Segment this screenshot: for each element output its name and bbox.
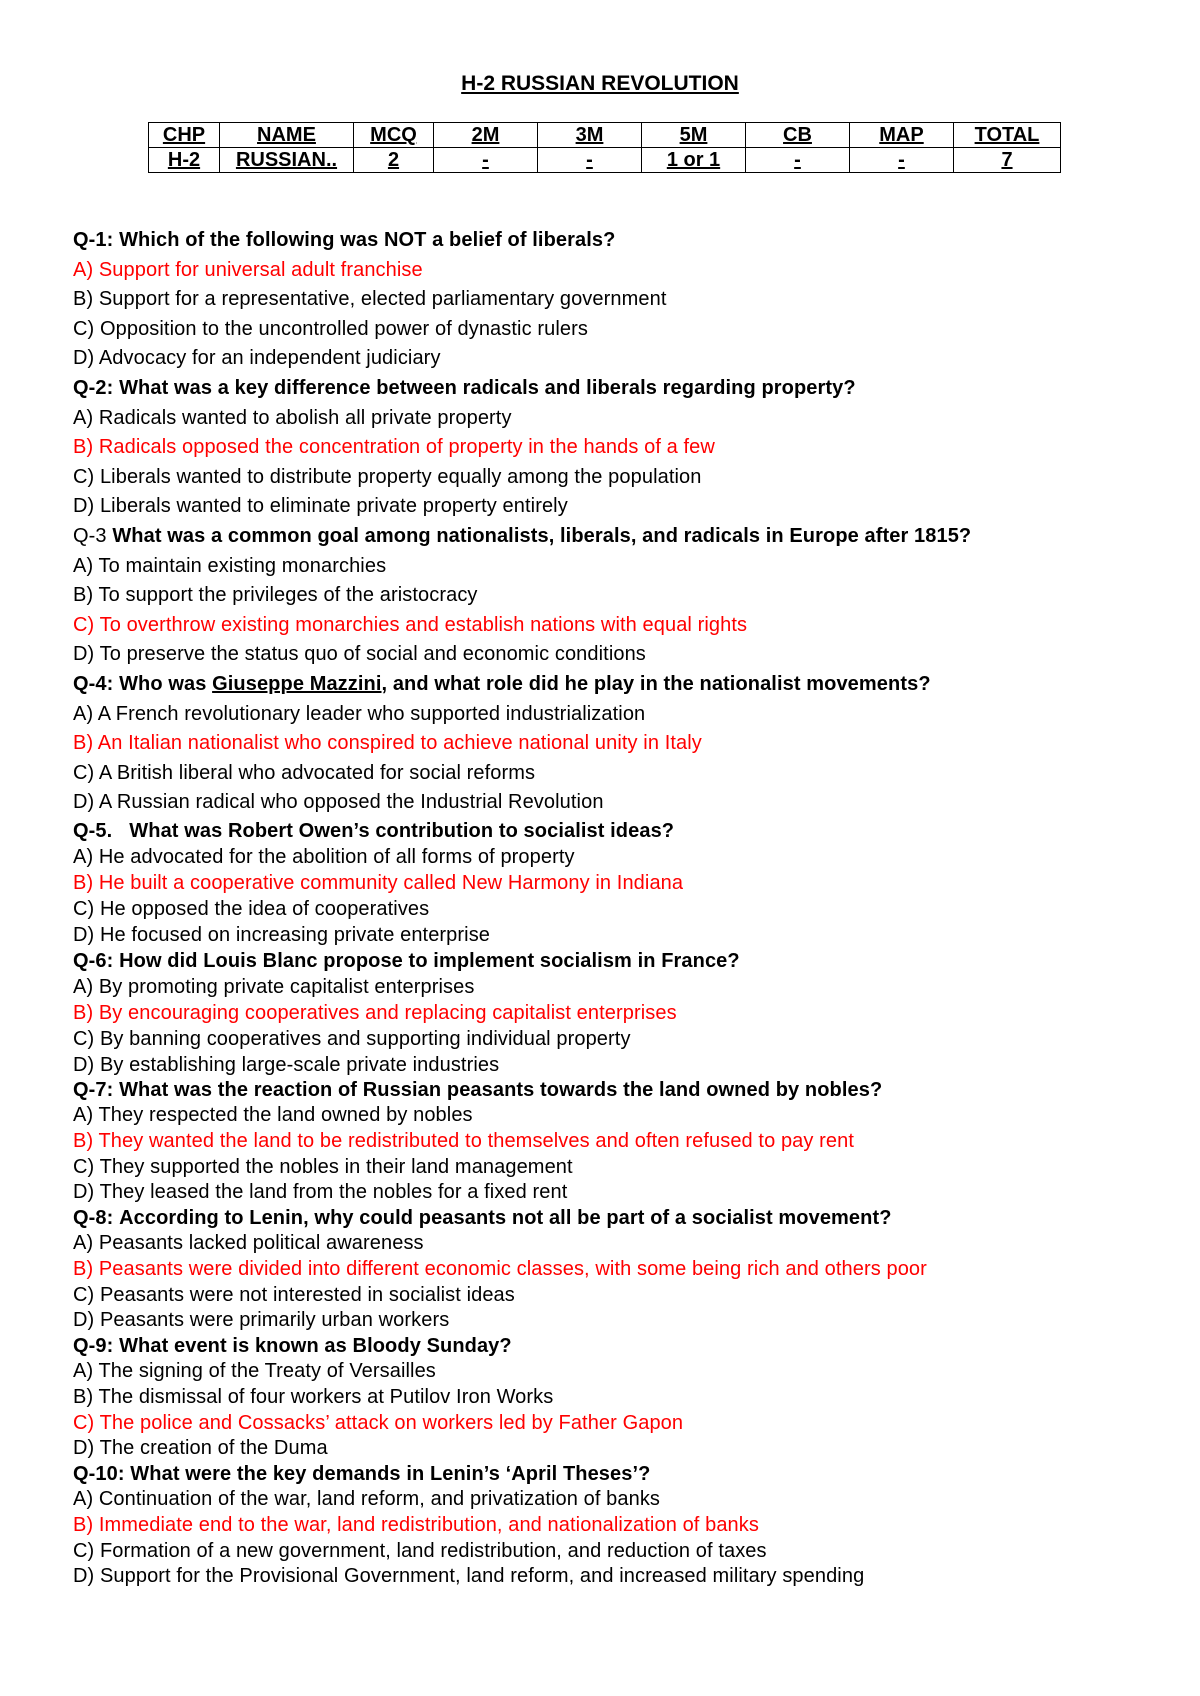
question-block	[73, 522, 1183, 670]
answer-option: C) Formation of a new government, land redistribution, and reduction of taxes	[73, 1539, 767, 1562]
header-cell: CHP	[149, 123, 220, 148]
table-cell: -	[850, 148, 954, 173]
table-header-row	[149, 123, 1061, 148]
answer-option: A) A French revolutionary leader who supported industrialization	[73, 702, 646, 725]
correct-option: C) The police and Cossacks’ attack on workers led by Father Gapon	[73, 1411, 684, 1434]
table-cell: -	[434, 148, 538, 173]
question-text: What event is known as Bloody Sunday?	[119, 1334, 512, 1357]
question-label: Q-6:	[73, 949, 114, 972]
question-label: Q-10:	[73, 1462, 125, 1485]
correct-option: C) To overthrow existing monarchies and establish nations with equal rights	[73, 613, 748, 636]
correct-option: B) An Italian nationalist who conspired to achieve national unity in Italy	[73, 732, 702, 755]
answer-option: D) Support for the Provisional Government, land reform, and increased military spending	[73, 1565, 865, 1588]
answer-option: D) Peasants were primarily urban workers	[73, 1309, 450, 1332]
header-cell: MCQ	[354, 123, 434, 148]
correct-option: B) Radicals opposed the concentration of property in the hands of a few	[73, 436, 715, 459]
answer-option: A) They respected the land owned by nobles	[73, 1104, 473, 1127]
correct-option: B) By encouraging cooperatives and replacing capitalist enterprises	[73, 1001, 677, 1024]
answer-option: B) To support the privileges of the aristocracy	[73, 584, 478, 607]
question-label: Q-3	[73, 524, 107, 547]
answer-option: D) Liberals wanted to eliminate private property entirely	[73, 495, 568, 518]
question-label: Q-2:	[73, 376, 114, 399]
question-label: Q-1:	[73, 229, 114, 251]
correct-option: A) Support for universal adult franchise	[73, 258, 423, 281]
question-block	[73, 1334, 1183, 1462]
answer-option: A) Radicals wanted to abolish all private property	[73, 406, 512, 429]
correct-option: B) Immediate end to the war, land redistribution, and nationalization of banks	[73, 1513, 759, 1536]
question-text: According to Lenin, why could peasants not all be part of a socialist movement?	[119, 1206, 892, 1229]
question-text: How did Louis Blanc propose to implement socialism in France?	[119, 949, 740, 972]
question-line	[73, 1206, 1183, 1232]
table-row	[149, 148, 1061, 173]
table-cell: -	[746, 148, 850, 173]
answer-option: B) Support for a representative, elected parliamentary government	[73, 288, 667, 311]
answer-option: D) He focused on increasing private enterprise	[73, 923, 491, 946]
question-block	[73, 818, 1183, 948]
correct-option: B) They wanted the land to be redistributed to themselves and often refused to pay rent	[73, 1130, 855, 1153]
table-cell: 2	[354, 148, 434, 173]
question-text: Who was	[119, 672, 213, 695]
answer-option: A) To maintain existing monarchies	[73, 554, 387, 577]
question-block	[73, 948, 1183, 1078]
question-line	[73, 1334, 1183, 1360]
question-text: What was a key difference between radicals and liberals regarding property?	[119, 376, 856, 399]
table-cell: RUSSIAN..	[220, 148, 354, 173]
question-text: What was a common goal among nationalists, liberals, and radicals in Europe after 1815?	[112, 524, 972, 547]
question-block	[73, 1206, 1183, 1334]
question-line	[73, 948, 1183, 974]
table-cell: 1 or 1	[642, 148, 746, 173]
answer-option: A) Peasants lacked political awareness	[73, 1232, 424, 1255]
table-cell: 7	[954, 148, 1061, 173]
question-text: What was the reaction of Russian peasants towards the land owned by nobles?	[119, 1078, 883, 1101]
answer-option: A) The signing of the Treaty of Versailles	[73, 1360, 436, 1383]
answer-option: C) They supported the nobles in their land management	[73, 1155, 573, 1178]
answer-option: C) Opposition to the uncontrolled power of dynastic rulers	[73, 317, 588, 340]
header-cell: MAP	[850, 123, 954, 148]
answer-option: A) He advocated for the abolition of all forms of property	[73, 845, 575, 868]
question-label: Q-7:	[73, 1078, 114, 1101]
answer-option: D) They leased the land from the nobles for a fixed rent	[73, 1181, 568, 1204]
question-list	[73, 226, 1183, 1590]
answer-option: B) The dismissal of four workers at Putilov Iron Works	[73, 1386, 554, 1408]
answer-option: C) Peasants were not interested in socialist ideas	[73, 1283, 515, 1306]
question-line	[73, 226, 1183, 256]
answer-option: C) He opposed the idea of cooperatives	[73, 897, 430, 920]
table-cell: H-2	[149, 148, 220, 173]
question-line	[73, 818, 1183, 844]
question-text: What was Robert Owen’s contribution to socialist ideas?	[129, 819, 675, 842]
answer-option: D) The creation of the Duma	[73, 1437, 328, 1460]
answer-option: D) By establishing large-scale private industries	[73, 1053, 500, 1076]
question-label: Q-5.	[73, 819, 113, 842]
question-text: Which of the following was NOT a belief of liberals?	[119, 229, 616, 251]
answer-option: D) To preserve the status quo of social and economic conditions	[73, 643, 646, 666]
question-text: , and what role did he play in the nationalist movements?	[381, 672, 931, 695]
header-cell: NAME	[220, 123, 354, 148]
question-line	[73, 522, 1183, 552]
question-text: What were the key demands in Lenin’s ‘April Theses’?	[130, 1462, 651, 1485]
table-cell: -	[538, 148, 642, 173]
answer-option: D) Advocacy for an independent judiciary	[73, 347, 441, 370]
answer-option: D) A Russian radical who opposed the Industrial Revolution	[73, 791, 604, 814]
question-block	[73, 374, 1183, 522]
header-cell: 2M	[434, 123, 538, 148]
question-name: Giuseppe Mazzini	[212, 672, 382, 695]
correct-option: B) He built a cooperative community called New Harmony in Indiana	[73, 871, 684, 894]
answer-option: C) By banning cooperatives and supporting individual property	[73, 1027, 631, 1050]
question-line	[73, 1078, 1183, 1104]
question-label: Q-9:	[73, 1334, 114, 1357]
header-cell: TOTAL	[954, 123, 1061, 148]
answer-option: C) Liberals wanted to distribute property equally among the population	[73, 465, 702, 488]
answer-option: C) A British liberal who advocated for social reforms	[73, 761, 536, 784]
question-label: Q-8:	[73, 1206, 114, 1229]
page-title: H-2 RUSSIAN REVOLUTION	[461, 72, 739, 95]
correct-option: B) Peasants were divided into different economic classes, with some being rich and others poor	[73, 1258, 927, 1281]
answer-option: A) By promoting private capitalist enterprises	[73, 975, 475, 998]
question-block	[73, 670, 1183, 818]
question-label: Q-4:	[73, 672, 114, 695]
answer-option: A) Continuation of the war, land reform, and privatization of banks	[73, 1488, 661, 1511]
question-block	[73, 1078, 1183, 1206]
question-block	[73, 1462, 1183, 1590]
header-cell: 3M	[538, 123, 642, 148]
marks-table	[148, 122, 1061, 173]
question-block	[73, 226, 1183, 374]
question-line	[73, 1462, 1183, 1488]
question-line	[73, 374, 1183, 404]
header-cell: 5M	[642, 123, 746, 148]
question-line	[73, 670, 1183, 700]
header-cell: CB	[746, 123, 850, 148]
